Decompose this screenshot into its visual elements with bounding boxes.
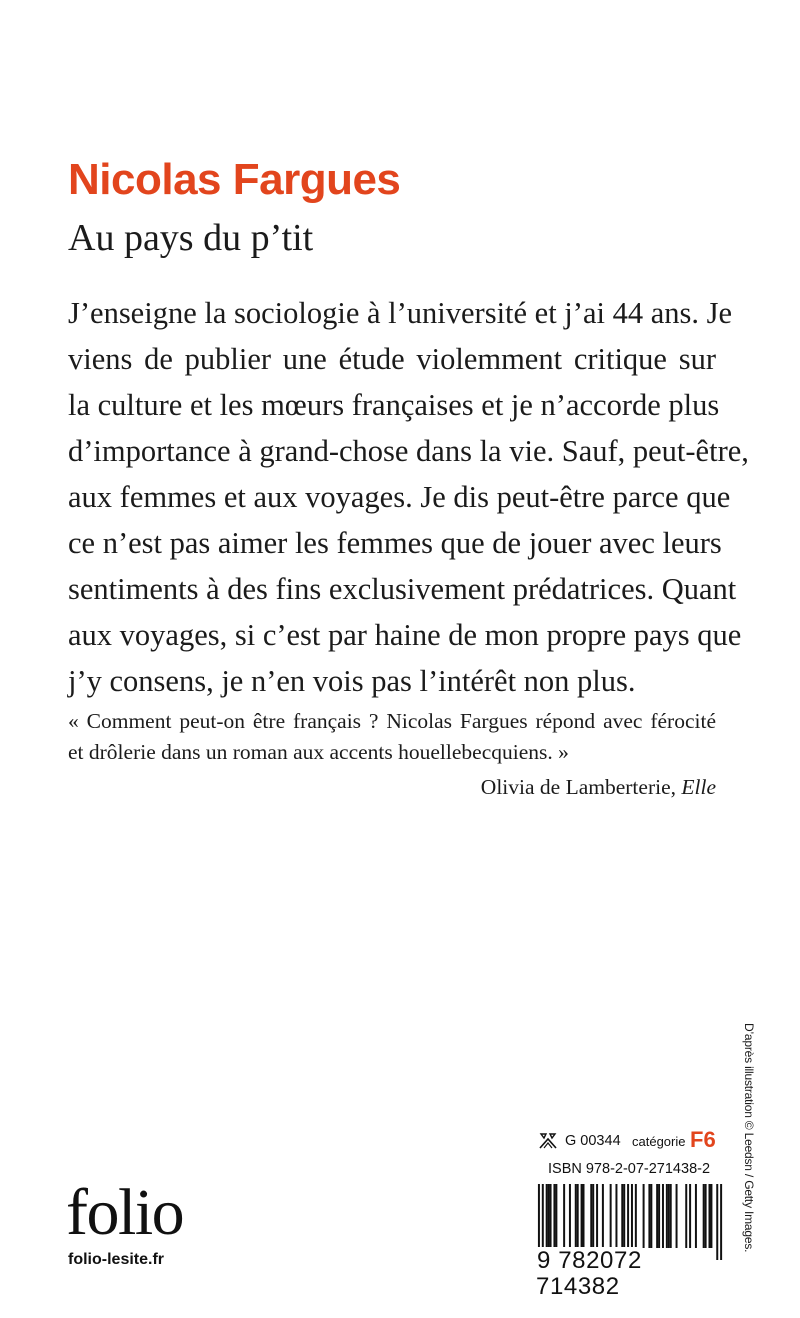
barcode-bar	[610, 1184, 612, 1248]
barcode-bar	[668, 1184, 670, 1248]
barcode-bar	[650, 1184, 652, 1248]
barcode-bar	[621, 1184, 623, 1248]
barcode-bar	[703, 1184, 705, 1248]
barcode-bar	[577, 1184, 579, 1248]
barcode-bar	[695, 1184, 697, 1248]
blurb-line: sentiments à des fins exclusivement prédatrices. Quant	[68, 572, 737, 606]
barcode-bar	[705, 1184, 707, 1248]
blurb-line: aux voyages, si c’est par haine de mon propre pays que	[68, 618, 742, 652]
category-code: F6	[690, 1127, 716, 1152]
attribution-publication: Elle	[681, 775, 716, 799]
barcode-bar	[708, 1184, 710, 1248]
barcode-bar	[596, 1184, 598, 1248]
barcode-bar	[563, 1184, 565, 1248]
blurb	[68, 290, 749, 704]
book-title: Au pays du p’tit	[68, 217, 314, 259]
barcode-digits: 9 782072 714382	[536, 1247, 642, 1300]
author-name: Nicolas Fargues	[68, 155, 401, 204]
barcode-bar	[575, 1184, 577, 1248]
press-quote	[68, 706, 716, 768]
barcode-bar	[553, 1184, 555, 1248]
barcode-bar	[569, 1184, 571, 1248]
barcode-bar	[602, 1184, 604, 1248]
barcode-bar	[685, 1184, 687, 1248]
catalog-code: G 00344	[565, 1133, 621, 1149]
barcode-bar	[623, 1184, 625, 1248]
blurb-line: d’importance à grand-chose dans la vie. Sauf, peut-être,	[68, 434, 749, 468]
barcode-bar	[635, 1184, 637, 1248]
barcode-bar	[666, 1184, 668, 1248]
publisher-seal-icon	[538, 1132, 558, 1150]
quote-attribution	[481, 772, 716, 803]
quote-line: et drôlerie dans un roman aux accents houellebecquiens. »	[68, 740, 569, 764]
blurb-line: ce n’est pas aimer les femmes que de jouer avec leurs	[68, 526, 722, 560]
barcode-bar	[590, 1184, 592, 1248]
attribution-name: Olivia de Lamberterie,	[480, 775, 682, 799]
barcode-bar	[550, 1184, 552, 1248]
barcode-bar	[656, 1184, 658, 1248]
publisher-site: folio-lesite.fr	[68, 1251, 165, 1268]
blurb-line: J’enseigne la sociologie à l’université et j’ai 44 ans. Je	[68, 296, 733, 330]
barcode	[536, 1184, 724, 1300]
barcode-bar	[592, 1184, 594, 1248]
barcode-bar	[583, 1184, 585, 1248]
publisher-logo: folio	[66, 1176, 184, 1249]
blurb-line: la culture et les mœurs françaises et je n’accorde plus	[68, 388, 720, 422]
barcode-bar	[689, 1184, 691, 1248]
barcode-bar	[546, 1184, 548, 1248]
isbn: ISBN 978-2-07-271438-2	[548, 1161, 711, 1177]
barcode-bar	[670, 1184, 672, 1248]
quote-line: « Comment peut-on être français ? Nicolas Fargues répond avec férocité	[68, 709, 716, 733]
blurb-line: aux femmes et aux voyages. Je dis peut-être parce que	[68, 480, 731, 514]
photo-credit: D’après illustration © Leedsn / Getty Images.	[742, 1023, 756, 1253]
blurb-line: j’y consens, je n’en vois pas l’intérêt non plus.	[68, 664, 636, 698]
barcode-bar	[676, 1184, 678, 1248]
barcode-bar	[615, 1184, 617, 1248]
barcode-bar	[662, 1184, 664, 1248]
barcode-bar	[648, 1184, 650, 1248]
blurb-line: viens de publier une étude violemment critique sur	[68, 342, 716, 376]
barcode-bar	[658, 1184, 660, 1248]
barcode-bar	[548, 1184, 550, 1248]
barcode-bar	[555, 1184, 557, 1248]
barcode-bar	[643, 1184, 645, 1248]
catalog-row	[538, 1128, 720, 1154]
barcode-bar	[581, 1184, 583, 1248]
barcode-bar	[710, 1184, 712, 1248]
category-label: catégorie	[632, 1134, 686, 1149]
